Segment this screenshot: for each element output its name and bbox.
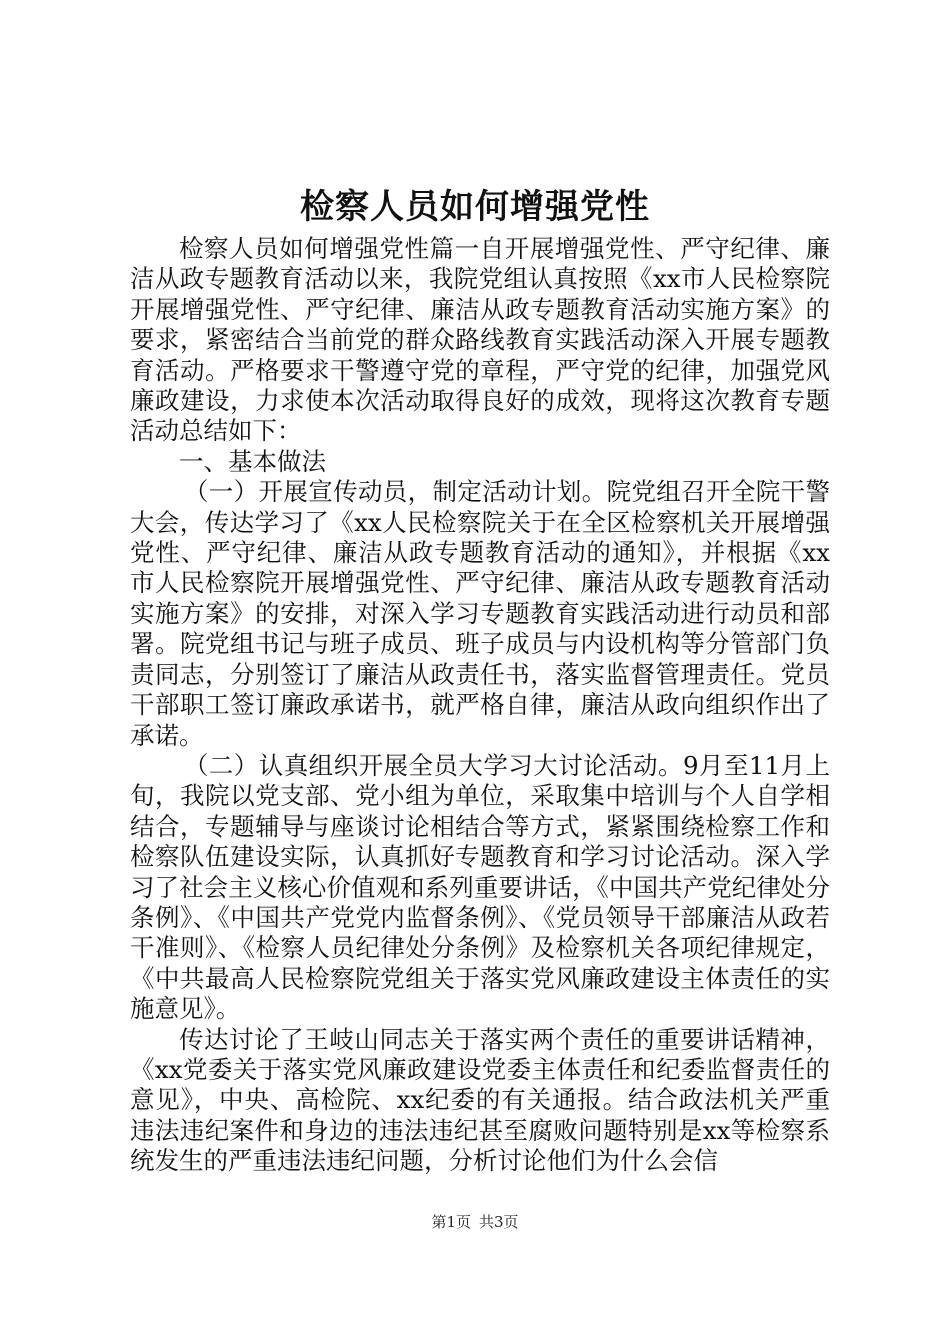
paragraph-item-one: （一）开展宣传动员，制定活动计划。院党组召开全院干警大会，传达学习了《xx人民检察院关于在全区检察机关开展增强党性、严守纪律、廉洁从政专题教育活动的通知》，并根据《xx市人民检察院开展增强党性、严守纪律、廉洁从政专题教育活动实施方案》的安排，对深入学习专题教育实践活动进行动员和部署。院党组书记与班子成员、班子成员与内设机构等分管部门负责同志，分别签订了廉洁从政责任书，落实监督管理责任。党员干部职工签订廉政承诺书，就严格自律，廉洁从政向组织作出了承诺。	[130, 477, 830, 750]
page-footer	[0, 1211, 950, 1233]
page-total: 共3页	[479, 1213, 519, 1231]
document-title: 检察人员如何增强党性	[300, 187, 650, 227]
paragraph-intro: 检察人员如何增强党性篇一自开展增强党性、严守纪律、廉洁从政专题教育活动以来，我院党组认真按照《xx市人民检察院开展增强党性、严守纪律、廉洁从政专题教育活动实施方案》的要求，紧密结合当前党的群众路线教育实践活动深入开展专题教育活动。严格要求干警遵守党的章程，严守党的纪律，加强党风廉政建设，力求使本次活动取得良好的成效，现将这次教育专题活动总结如下：	[130, 234, 830, 446]
document-body	[130, 234, 830, 1177]
page-number: 第1页	[431, 1213, 471, 1231]
section-heading-basic-practices: 一、基本做法	[179, 446, 326, 476]
paragraph-discussion: 传达讨论了王岐山同志关于落实两个责任的重要讲话精神，《xx党委关于落实党风廉政建设党委主体责任和纪委监督责任的意见》，中央、高检院、xx纪委的有关通报。结合政法机关严重违法违纪案件和身边的违法违纪甚至腐败问题特别是xx等检察系统发生的严重违法违纪问题，分析讨论他们为什么会信	[130, 1024, 830, 1176]
paragraph-item-two: （二）认真组织开展全员大学习大讨论活动。9月至11月上旬，我院以党支部、党小组为单位，采取集中培训与个人自学相结合，专题辅导与座谈讨论相结合等方式，紧紧围绕检察工作和检察队伍建设实际，认真抓好专题教育和学习讨论活动。深入学习了社会主义核心价值观和系列重要讲话，《中国共产党纪律处分条例》、《中国共产党党内监督条例》、《党员领导干部廉洁从政若干准则》、《检察人员纪律处分条例》及检察机关各项纪律规定，《中共最高人民检察院党组关于落实党风廉政建设主体责任的实施意见》。	[130, 750, 830, 1024]
